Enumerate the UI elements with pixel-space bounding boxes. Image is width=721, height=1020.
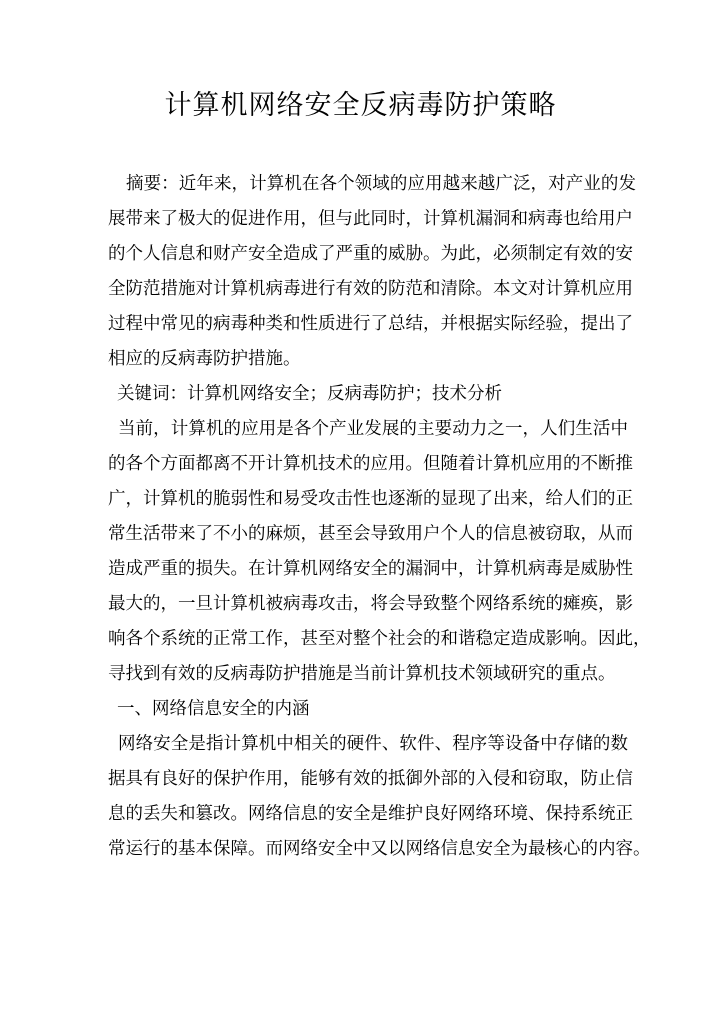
abstract-line: 全防范措施对计算机病毒进行有效的防范和清除。本文对计算机应用 [108, 279, 633, 299]
abstract-line: 过程中常见的病毒种类和性质进行了总结，并根据实际经验，提出了 [108, 314, 633, 334]
section-1-line: 常运行的基本保障。而网络安全中又以网络信息安全为最核心的内容。 [108, 839, 651, 859]
intro-line: 当前，计算机的应用是各个产业发展的主要动力之一，人们生活中 [118, 419, 628, 439]
section-1-heading: 一、网络信息安全的内涵 [117, 699, 310, 719]
abstract-line: 的个人信息和财产安全造成了严重的威胁。为此，必须制定有效的安 [108, 244, 633, 264]
abstract-line: 展带来了极大的促进作用，但与此同时，计算机漏洞和病毒也给用户 [108, 209, 633, 229]
section-1-line: 据具有良好的保护作用，能够有效的抵御外部的入侵和窃取，防止信 [108, 769, 633, 789]
intro-line: 最大的，一旦计算机被病毒攻击，将会导致整个网络系统的瘫痪，影 [108, 594, 633, 614]
intro-line: 寻找到有效的反病毒防护措施是当前计算机技术领域研究的重点。 [108, 664, 616, 684]
intro-line: 响各个系统的正常工作，甚至对整个社会的和谐稳定造成影响。因此， [108, 629, 651, 649]
intro-paragraph [108, 412, 651, 692]
intro-line: 广，计算机的脆弱性和易受攻击性也逐渐的显现了出来，给人们的正 [108, 489, 633, 509]
intro-line: 的各个方面都离不开计算机技术的应用。但随着计算机应用的不断推 [108, 454, 633, 474]
section-1-line: 息的丢失和篡改。网络信息的安全是维护良好网络环境、保持系统正 [108, 804, 633, 824]
intro-line: 常生活带来了不小的麻烦，甚至会导致用户个人的信息被窃取，从而 [108, 524, 633, 544]
document-body [108, 167, 651, 867]
intro-line: 造成严重的损失。在计算机网络安全的漏洞中，计算机病毒是威胁性 [108, 559, 633, 579]
section-1-paragraph [108, 727, 651, 867]
abstract-line: 摘要：近年来，计算机在各个领域的应用越来越广泛，对产业的发 [126, 174, 636, 194]
document-title: 计算机网络安全反病毒防护策略 [164, 90, 557, 121]
abstract-paragraph [108, 167, 636, 377]
section-1-line: 网络安全是指计算机中相关的硬件、软件、程序等设备中存储的数 [118, 734, 628, 754]
keywords-line: 关键词：计算机网络安全；反病毒防护；技术分析 [117, 384, 502, 404]
abstract-line: 相应的反病毒防护措施。 [108, 349, 301, 369]
